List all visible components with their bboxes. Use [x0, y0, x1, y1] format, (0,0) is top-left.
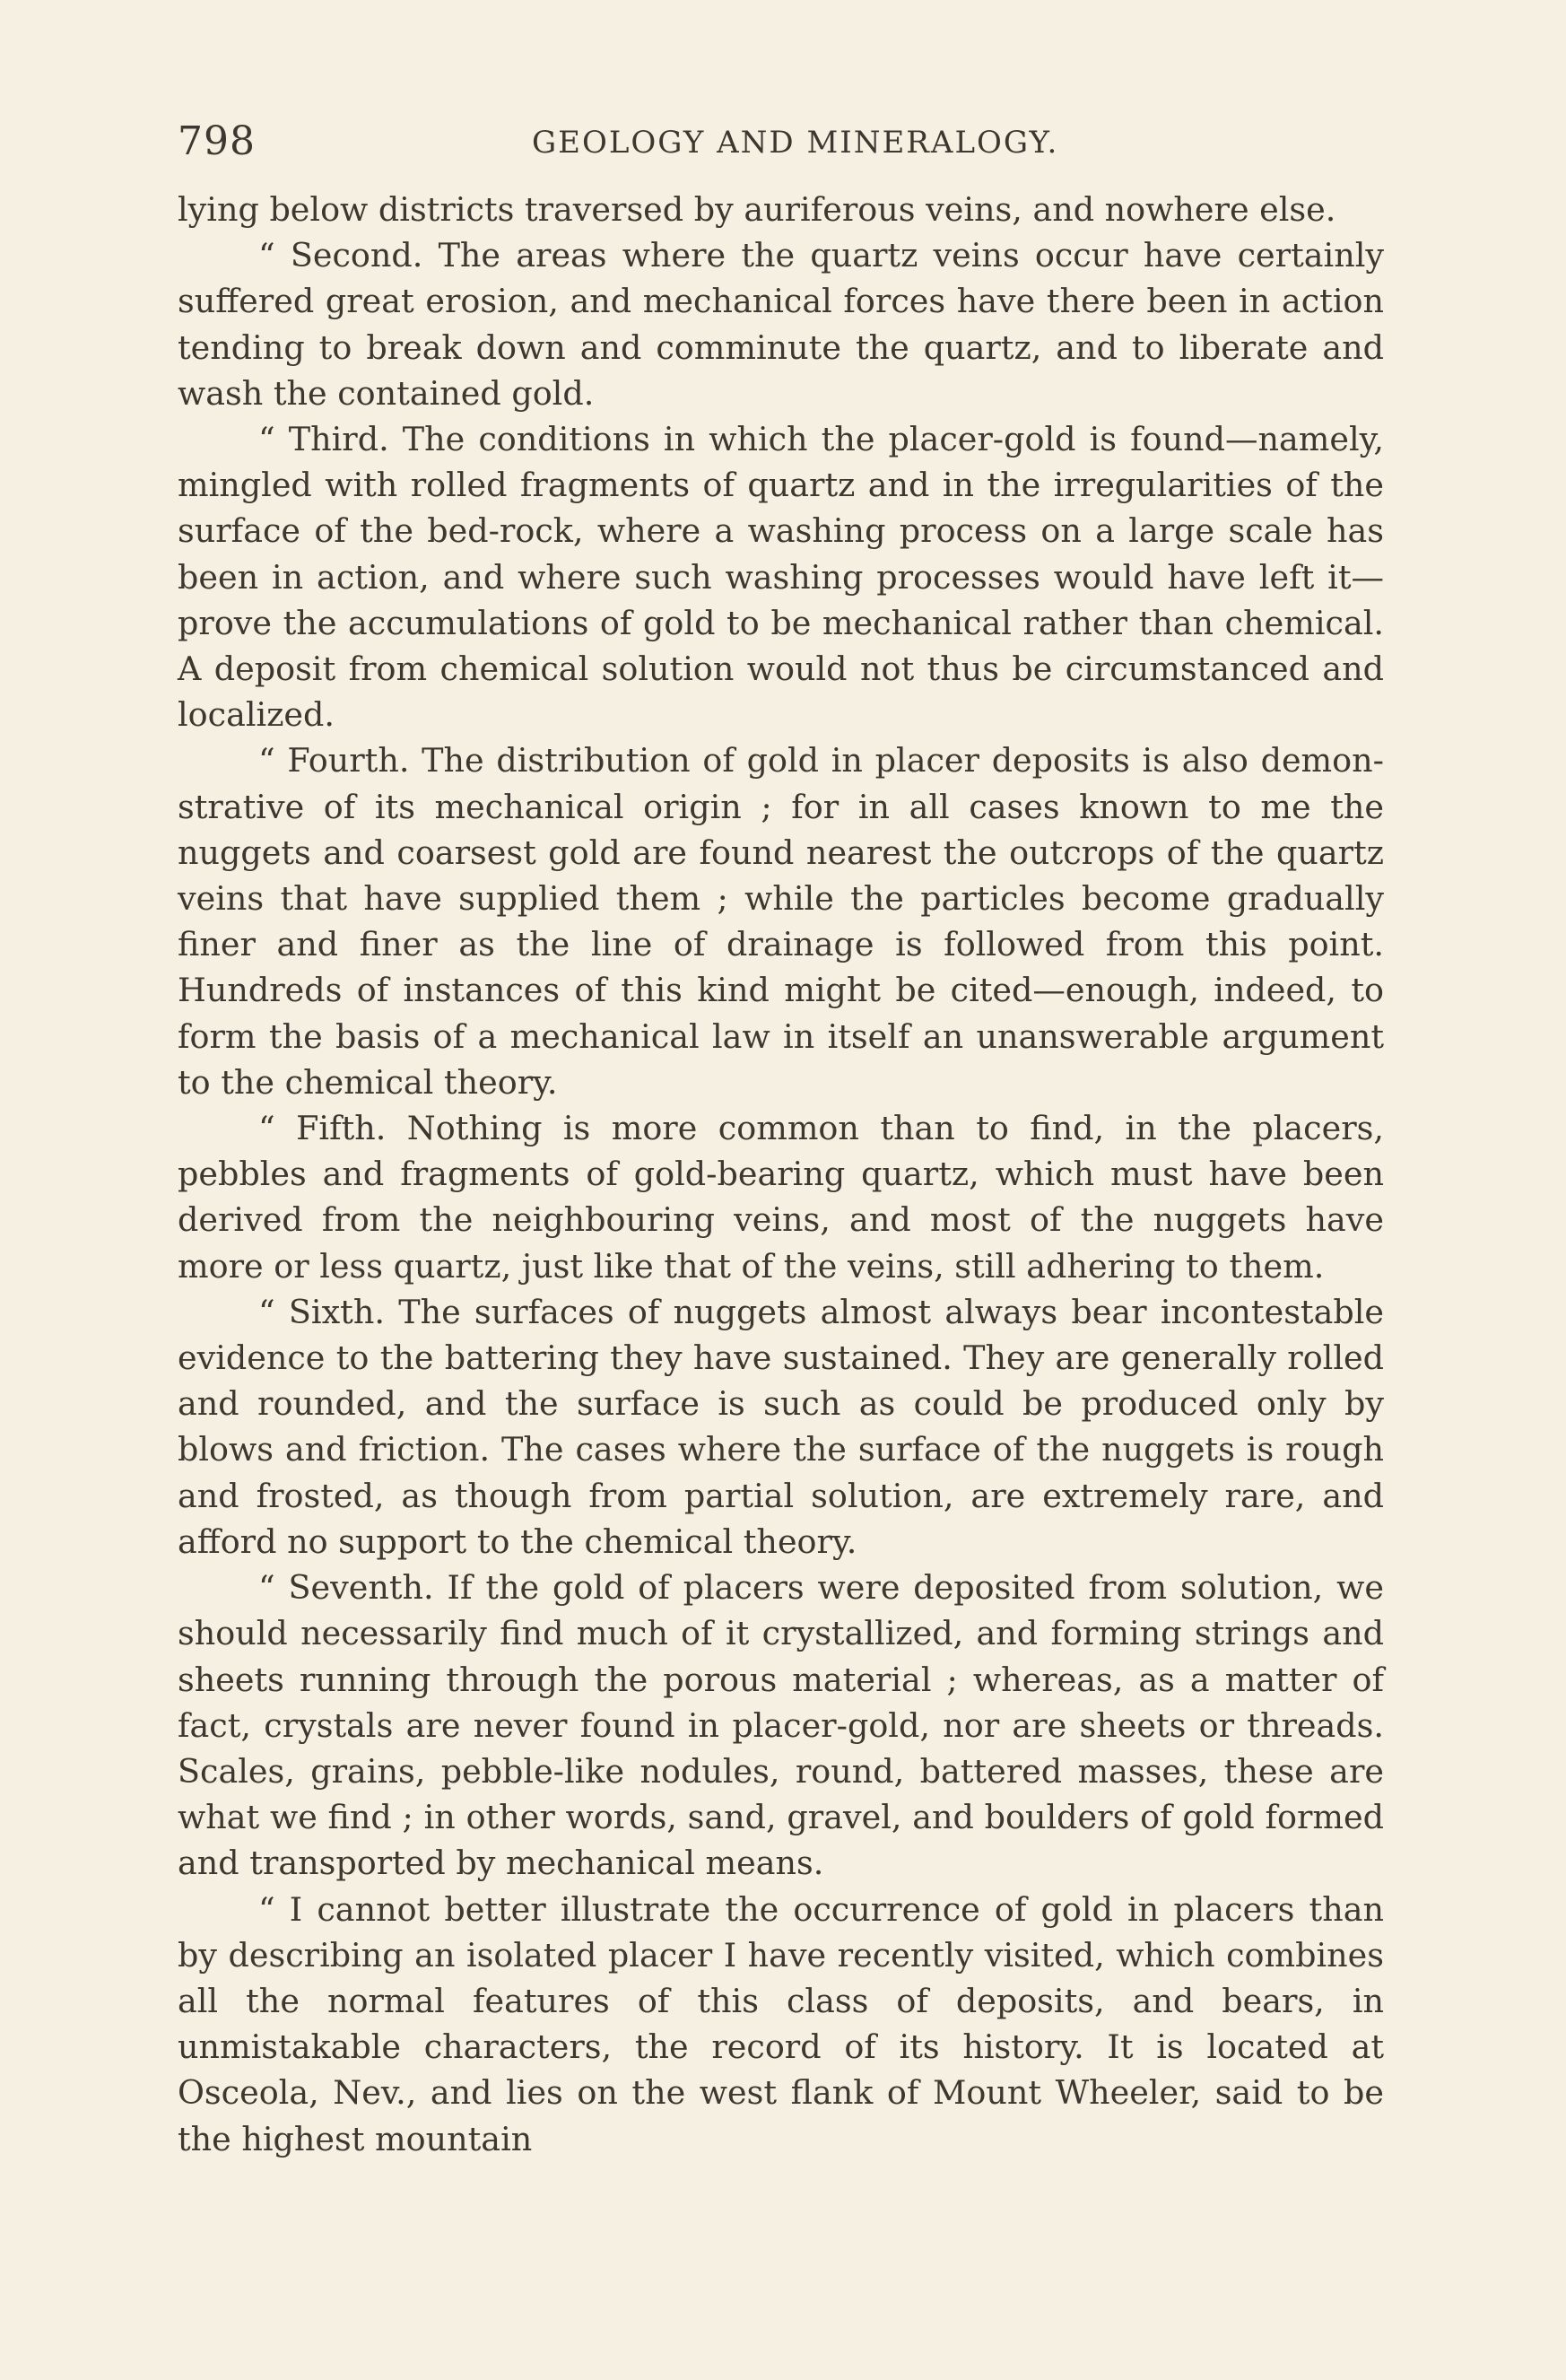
- paragraph-sixth: “ Sixth. The surfaces of nuggets almost always bear incontestable evidence to the battering they have sustained. They are generally rolled and rounded, and the surface is such as could be produced only by blows and friction. The cases where the surface of the nuggets is rough and frosted, as though from partial solution, are extremely rare, and afford no support to the chemical theory.: [178, 1292, 1384, 1561]
- paragraph-seventh: “ Seventh. If the gold of placers were deposited from solution, we should necessarily find much of it crystallized, and forming strings and sheets running through the porous material ; whereas, as a matter of fact, crystals are never found in placer-gold, nor are sheets or threads. Scales, grains, pebble-like nodules, round, battered masses, these are what we find ; in other words, sand, gravel, and boulders of gold formed and transported by mechanical means.: [178, 1568, 1384, 1883]
- body-text: [178, 187, 1384, 2162]
- paragraph-third: “ Third. The conditions in which the placer-gold is found—namely, mingled with rolled fragments of quartz and in the irregularities of the surface of the bed-rock, where a washing process on a large scale has been in action, and where such washing processes would have left it—prove the accumulations of gold to be mechanical rather than chemical. A deposit from chemical solution would not thus be circumstanced and localized.: [178, 420, 1384, 735]
- paragraph-osceola: “ I cannot better illustrate the occurrence of gold in placers than by describing an isolated placer I have recently visited, which combines all the normal features of this class of deposits, and bears, in unmistakable characters, the record of its history. It is located at Osceola, Nev., and lies on the west flank of Mount Wheeler, said to be the highest mountain: [178, 1889, 1384, 2158]
- paragraph-continuation: lying below districts traversed by auriferous veins, and nowhere else.: [178, 190, 1336, 229]
- paragraph-fifth: “ Fifth. Nothing is more common than to find, in the placers, pebbles and fragments of gold-bearing quartz, which must have been derived from the neighbouring veins, and most of the nuggets have more or less quartz, just like that of the veins, still adhering to them.: [178, 1109, 1384, 1286]
- paragraph-fourth: “ Fourth. The distribution of gold in placer deposits is also demonstrative of its mechanical origin ; for in all cases known to me the nuggets and coarsest gold are found nearest the outcrops of the quartz veins that have supplied them ; while the particles become gradually finer and finer as the line of drainage is followed from this point. Hundreds of instances of this kind might be cited—enough, indeed, to form the basis of a mechanical law in itself an unanswerable argument to the chemical theory.: [178, 741, 1384, 1102]
- running-head: [178, 115, 1384, 169]
- page-number: 798: [178, 118, 256, 164]
- running-title: GEOLOGY AND MINERALOGY.: [532, 125, 1059, 161]
- book-page: [178, 115, 1384, 2162]
- paragraph-second: “ Second. The areas where the quartz veins occur have certainly suffered great erosion, and mechanical forces have there been in action tending to break down and comminute the quartz, and to liberate and wash the contained gold.: [178, 236, 1384, 413]
